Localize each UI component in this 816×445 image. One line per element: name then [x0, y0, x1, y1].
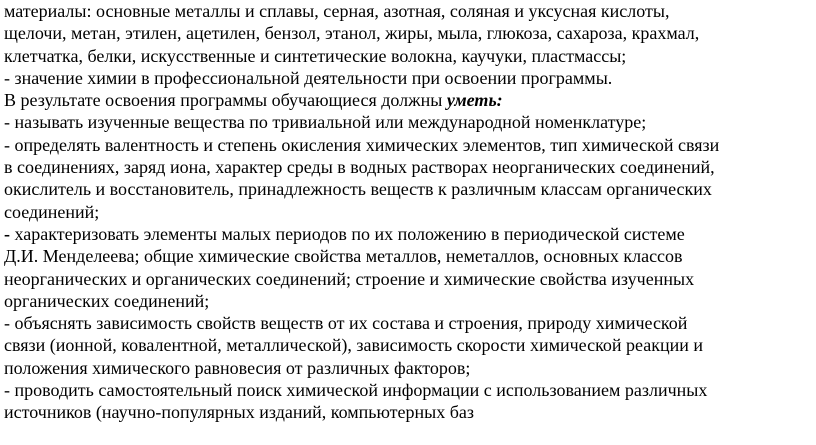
- text-line: - определять валентность и степень окисления химических элементов, тип химической связи: [4, 134, 720, 155]
- emphasis-umet: уметь:: [446, 90, 503, 111]
- bold-dash: -: [4, 223, 10, 244]
- text-line: материалы: основные металлы и сплавы, серная, азотная, соляная и уксусная кислоты,: [4, 1, 670, 21]
- text-line: - проводить самостоятельный поиск химической информации с использованием различных: [4, 380, 708, 401]
- text-line: щелочи, метан, этилен, ацетилен, бензол, этанол, жиры, мыла, глюкоза, сахароза, крахмал,: [4, 23, 700, 44]
- text-line: органических соединений;: [4, 290, 210, 311]
- text-line: неорганических и органических соединений; строение и химические свойства изученных: [4, 268, 695, 289]
- text-line: - называть изученные вещества по тривиальной или международной номенклатуре;: [4, 112, 647, 133]
- text-line: положения химического равновесия от различных факторов;: [4, 357, 471, 378]
- result-intro: В результате освоения программы обучающиеся должны: [4, 90, 447, 111]
- text-line: [4, 223, 806, 245]
- text-line: окислитель и восстановитель, принадлежность веществ к различным классам органических: [4, 179, 712, 200]
- text-line: Д.И. Менделеева; общие химические свойства металлов, неметаллов, основных классов: [4, 246, 683, 267]
- text-line: клетчатка, белки, искусственные и синтетические волокна, каучуки, пластмассы;: [4, 45, 627, 66]
- text-line: - объяснять зависимость свойств веществ от их состава и строения, природу химической: [4, 313, 688, 334]
- text-line: в соединениях, заряд иона, характер среды в водных растворах неорганических соединений,: [4, 157, 715, 178]
- text-line: [4, 89, 806, 111]
- text-line: связи (ионной, ковалентной, металлической), зависимость скорости химической реакции и: [4, 335, 704, 356]
- text-line: источников (научно-популярных изданий, компьютерных баз: [4, 402, 475, 423]
- text-line: - значение химии в профессиональной деятельности при освоении программы.: [4, 67, 613, 88]
- characterize-text: характеризовать элементы малых периодов по их положению в периодической системе: [10, 223, 685, 244]
- text-line: соединений;: [4, 201, 100, 222]
